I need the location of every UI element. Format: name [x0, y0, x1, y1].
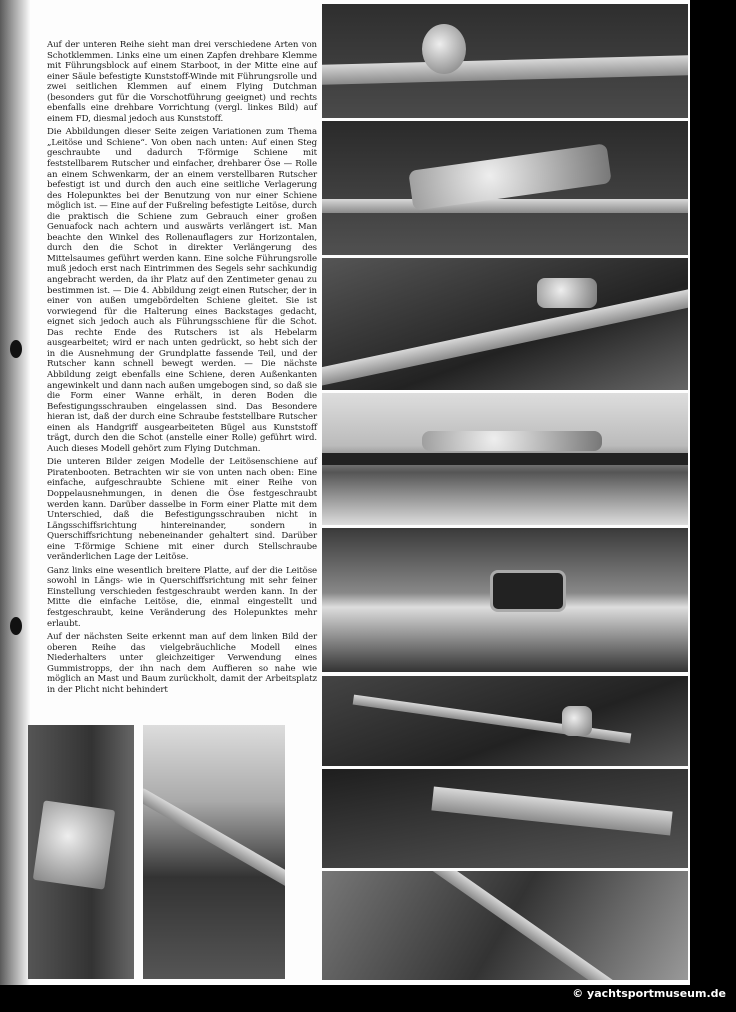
photo-winch-flying-dutchman: [143, 725, 285, 979]
photo-rail-t-shaped: [322, 4, 688, 118]
photo-cleat-starboat: [28, 725, 134, 979]
paragraph: Die Abbildungen dieser Seite zeigen Variationen zum Thema „Leitöse und Schiene“. Von oben nach unten: Auf einen Steg geschraubte und dadurch T-förmige Schiene mit feststellbarem Rutscher und einfacher, drehbarer Öse — Rolle an einem Schwenkarm, der an einem verstellbaren Rutscher befestigt ist und durch den auch eine seitliche Verlagerung des Holepunktes bei der Benutzung von nur einer Schiene möglich ist. — Eine auf der Fußreling befestigte Leitöse, durch die praktisch die Schiene zum Gebrauch einer großen Genuafock nach achtern und auswärts verlängert ist. Man beachte den Winkel des Rollenauflagers zur Horizontalen, durch den die Schot in direkter Verlängerung des Mittelsaumes geführt werden kann. Eine solche Führungsrolle muß jedoch erst nach Eintrimmen des Segels sehr sachkundig angebracht werden, da ihr Platz auf den Zentimeter genau zu bestimmen ist. — Die 4. Abbildung zeigt einen Rutscher, der in einer von außen umgebördelten Schiene gleitet. Sie ist vorwiegend für die Halterung eines Backstages gedacht, eignet sich jedoch auch als Führungsschiene für die Schot. Das rechte Ende des Rutschers ist als Hebelarm ausgearbeitet; wird er nach unten gedrückt, so hebt sich der in die Ausnehmung der Grundplatte fassende Teil, und der Rutscher kann schnell bewegt werden. — Die nächste Abbildung zeigt ebenfalls eine Schiene, deren Außenkanten angewinkelt und dann nach außen umgebogen sind, so daß sie die Form einer Wanne erhält, in deren Boden die Befestigungsschrauben eingelassen sind. Das Besondere hieran ist, daß der durch eine Schraube feststellbare Rutscher einen als Handgriff ausgearbeiteten Bügel aus Kunststoff trägt, durch den die Schot (anstelle einer Rolle) geführt wird. Auch dieses Modell gehört zum Flying Dutchman.: [47, 127, 317, 454]
punch-hole: [10, 340, 22, 358]
watermark: © yachtsportmuseum.de: [572, 987, 726, 1000]
photo-pirate-plate: [322, 769, 688, 868]
article-text: [47, 40, 317, 698]
paragraph: Auf der unteren Reihe sieht man drei verschiedene Arten von Schotklemmen. Links eine um einen Zapfen drehbare Klemme mit Führungsblock auf einem Starboot, in der Mitte eine auf einer Säule befestigte Kunststoff-Winde mit Führungsrolle und zwei seitlichen Klemmen auf einem Flying Dutchman (besonders gut für die Vorschotführung geeignet) und rechts ebenfalls eine drehbare Vorrichtung (vergl. linkes Bild) auf einem FD, diesmal jedoch aus Kunststoff.: [47, 40, 317, 124]
photo-toerail-lead: [322, 258, 688, 390]
photo-pirate-t-rail: [322, 676, 688, 766]
paragraph: Ganz links eine wesentlich breitere Platte, auf der die Leitöse sowohl in Längs- wie in Querschiffsrichtung mit sehr feiner Einstellung verschieden festgeschraubt werden kann. In der Mitte die einfache Leitöse, die, einmal eingestellt und festgeschraubt, keine Veränderung des Holepunktes mehr erlaubt.: [47, 565, 317, 629]
photo-swivel-block: [322, 121, 688, 255]
paragraph: Auf der nächsten Seite erkennt man auf dem linken Bild der oberen Reihe das vielgebräuchliche Modell eines Niederhalters unter gleichzeitiger Verwendung eines Gummistropps, der ihn nach dem Auffieren so nahe wie möglich an Mast und Baum zurückholt, damit der Arbeitsplatz in der Plicht nicht behindert: [47, 632, 317, 695]
photo-backstay-slider: [322, 393, 688, 525]
paragraph: Die unteren Bilder zeigen Modelle der Leitösenschiene auf Piratenbooten. Betrachten wir sie von unten nach oben: Eine einfache, aufgeschraubte Schiene mit einer Reihe von Doppelausnehmungen, in denen die Öse festgeschraubt werden kann. Darüber dasselbe in Form einer Platte mit dem Unterschied, daß die Befestigungsschrauben nicht in Längsschiffsrichtung hintereinander, sondern in Querschiffsrichtung nebeneinander gehaltert sind. Darüber eine T-förmige Schiene mit einer durch Stellschraube veränderlichen Lage der Leitöse.: [47, 457, 317, 563]
punch-hole: [10, 617, 22, 635]
photo-pirate-simple-rail: [322, 871, 688, 980]
photo-trough-rail: [322, 528, 688, 672]
page-binding-shadow: [0, 0, 30, 985]
